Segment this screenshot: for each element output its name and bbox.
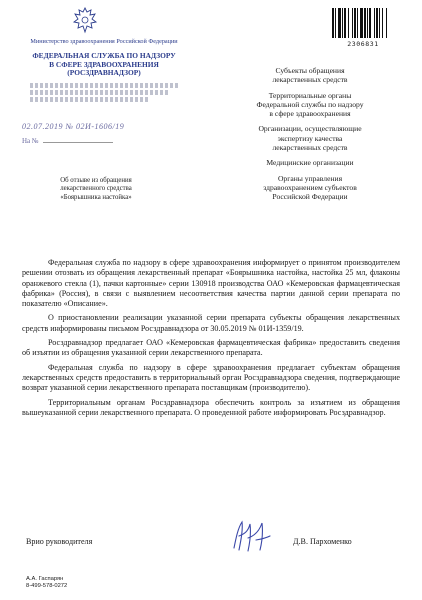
addressee-line: Субъекты обращения	[275, 66, 345, 75]
addressee-line: в сфере здравоохранения	[269, 109, 351, 119]
barcode-icon	[332, 8, 394, 38]
agency-line: В СФЕРЕ ЗДРАВООХРАНЕНИЯ	[49, 59, 159, 69]
letter-subject	[36, 177, 156, 202]
letter-body	[22, 258, 400, 422]
ministry-name: Министерство здравоохранения Российской Федерации	[30, 38, 178, 45]
signatory-name: Д.В. Пархоменко	[293, 537, 352, 546]
addressee-line: Организации, осуществляющие	[258, 124, 362, 134]
body-paragraph: Федеральная служба по надзору в сфере здравоохранения предлагает субъектам обращения лекарственных средств предоставить в территориальный орган Росздравнадзора сведения, подтверждающие возврат указанной серии лекарственного препарата поставщикам (производителю).	[22, 362, 400, 393]
executor-phone: 8-499-578-0272	[26, 583, 68, 589]
addressee-line: здравоохранением субъектов	[263, 182, 357, 192]
addressee-line: лекарственных средств	[272, 75, 348, 85]
executor-name: А.А. Гаспарян	[26, 576, 64, 582]
addressee-item	[235, 91, 385, 119]
body-paragraph: О приостановлении реализации указанной серии препарата субъекты обращения лекарственных средств информированы письмом Росздравнадзора от 30.05.2019 № 01И-1359/19.	[22, 313, 400, 333]
addressee-line: Органы управления	[277, 173, 343, 183]
body-paragraph: Федеральная служба по надзору в сфере здравоохранения информирует о принятом производителем решении отозвать из обращения лекарственный препарат «Боярышника настойка, настойка 25 мл, флаконы оранжевого стекла (1), пачки картонные» серии 130918 производства ОАО «Кемеровская фармацевтическая фабрика» (Россия), в связи с выявлением несоответствия качества партии данной серии препарата по показателю «Описание».	[22, 258, 400, 309]
addressee-line: Медицинские организации	[266, 158, 354, 168]
subject-line: Об отзыве из обращения	[60, 177, 132, 184]
addressee-item	[235, 158, 385, 167]
addressee-item	[235, 174, 385, 202]
agency-line: (РОСЗДРАВНАДЗОР)	[67, 68, 141, 78]
registration-date: 02.07.2019 № 02И-1606/19	[22, 122, 125, 131]
addressee-line: лекарственных средств	[272, 143, 348, 153]
addressee-list	[235, 66, 385, 208]
addressee-item	[235, 66, 385, 85]
body-paragraph: Территориальным органам Росздравнадзора обеспечить контроль за изъятием из обращения вышеуказанной серии лекарственного препарата. О проведенной работе информировать Росздравнадзор.	[22, 397, 400, 417]
agency-name	[20, 52, 188, 78]
barcode-number: 2306831	[347, 40, 379, 48]
addressee-line: Российской Федерации	[272, 192, 348, 202]
executor-contact	[26, 576, 67, 590]
agency-address-block	[30, 83, 190, 104]
registration-ref-prefix: На №	[22, 137, 39, 145]
addressee-line: экспертизу качества	[277, 133, 343, 143]
signatory-title: Врио руководителя	[26, 537, 93, 546]
agency-line: ФЕДЕРАЛЬНАЯ СЛУЖБА ПО НАДЗОРУ	[32, 51, 176, 60]
coat-of-arms-icon	[72, 6, 98, 34]
subject-line: «Боярышника настойка»	[60, 193, 132, 201]
addressee-line: Территориальные органы	[268, 90, 352, 100]
handwritten-signature-icon	[226, 518, 272, 554]
addressee-item	[235, 124, 385, 152]
registration-ref-blank	[43, 142, 113, 143]
addressee-line: Федеральной службы по надзору	[256, 99, 364, 109]
body-paragraph: Росздравнадзор предлагает ОАО «Кемеровская фармацевтическая фабрика» предоставить сведения об изъятии из обращения указанной серии лекарственного препарата.	[22, 338, 400, 358]
registration-reference	[22, 137, 113, 145]
subject-line: лекарственного средства	[60, 185, 132, 193]
